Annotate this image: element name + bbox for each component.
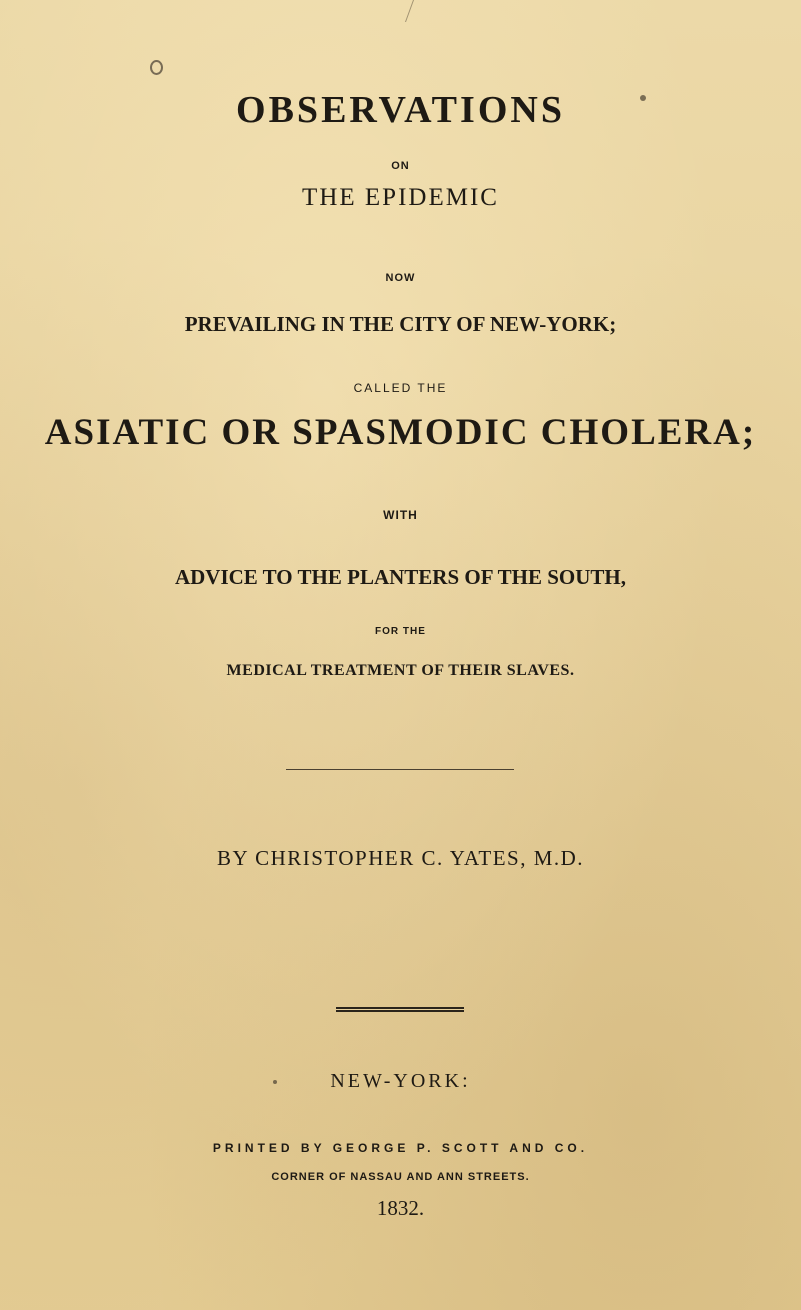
- imprint-place: NEW-YORK:: [330, 1070, 471, 1092]
- connector-with: WITH: [383, 508, 418, 522]
- double-rule: [336, 1007, 464, 1012]
- main-title: OBSERVATIONS: [236, 89, 565, 131]
- subject-line: THE EPIDEMIC: [302, 184, 499, 211]
- author-line: BY CHRISTOPHER C. YATES, M.D.: [216, 846, 585, 870]
- medical-line: MEDICAL TREATMENT OF THEIR SLAVES.: [226, 662, 575, 679]
- disease-title: ASIATIC OR SPASMODIC CHOLERA;: [44, 412, 757, 453]
- advice-line: ADVICE TO THE PLANTERS OF THE SOUTH,: [174, 565, 627, 589]
- imprint-year: 1832.: [376, 1196, 425, 1220]
- connector-on: ON: [391, 160, 410, 172]
- prevailing-line: PREVAILING IN THE CITY OF NEW-YORK;: [184, 312, 617, 336]
- imprint-printer: PRINTED BY GEORGE P. SCOTT AND CO.: [212, 1141, 589, 1155]
- page-mark: [391, 0, 414, 22]
- imprint-address: CORNER OF NASSAU AND ANN STREETS.: [271, 1171, 530, 1183]
- connector-for-the: FOR THE: [375, 626, 426, 637]
- connector-now: NOW: [385, 272, 416, 284]
- divider-rule: [286, 769, 514, 770]
- connector-called-the: CALLED THE: [353, 381, 448, 395]
- library-stamp-mark: [150, 60, 163, 75]
